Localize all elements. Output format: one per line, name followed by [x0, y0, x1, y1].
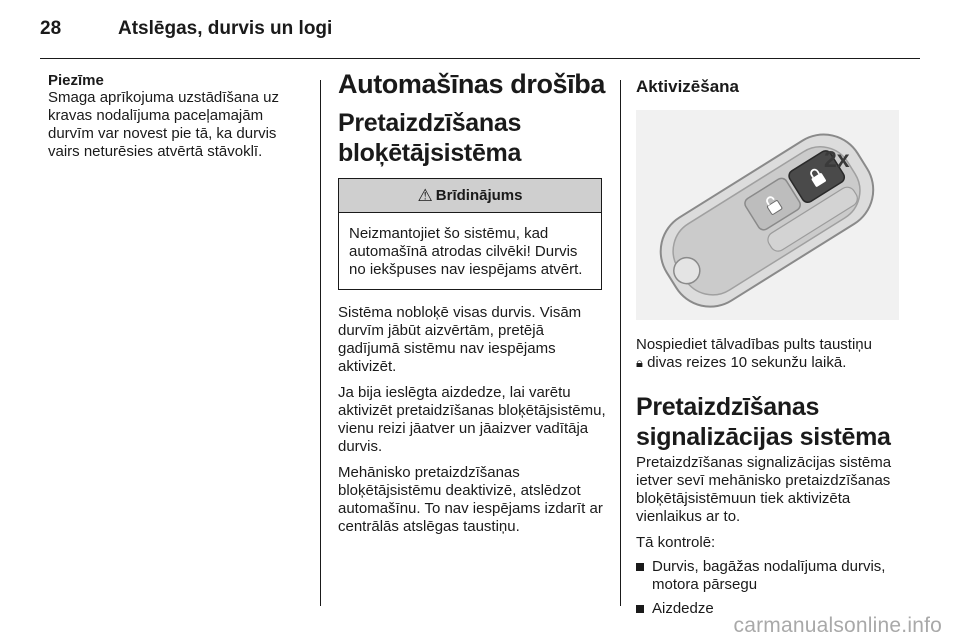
- column-right: [636, 72, 916, 624]
- header-divider: [40, 58, 920, 59]
- list-item-text: Durvis, bagāžas nodalījuma durvis, motora pārsegu: [652, 558, 886, 593]
- page-number: 28: [40, 18, 62, 39]
- monitors-label: Tā kontrolē:: [636, 534, 716, 551]
- note-title: Piezīme: [48, 72, 104, 89]
- press-twice-label: 2x: [824, 146, 850, 172]
- paragraph: Mehānisko pretaizdzīšanas bloķētājsistēmu deaktivizē, atslēdzot automašīnu. To nav iespējams izdarīt ar centrālās atslēgas taustiņu.: [338, 464, 603, 535]
- note-text: Smaga aprīkojuma uzstādīšana uz kravas nodalījuma paceļamajām durvīm var novest pie tā, ka durvis vairs neturēsies atvērtā stāvoklī.: [48, 89, 279, 160]
- column-middle: [338, 69, 606, 536]
- heading-anti-theft-alarm: Pretaizdzīšanas signalizācijas sistēma: [636, 393, 891, 451]
- column-divider-2: [620, 80, 621, 606]
- remote-key-fob-icon: [636, 110, 899, 320]
- bullet-square-icon: [636, 605, 644, 613]
- key-fob-illustration: [636, 110, 899, 320]
- lock-icon: 🔒︎: [636, 355, 643, 370]
- page-header: [0, 0, 960, 60]
- activation-text-before: Nospiediet tālvadības pults taustiņu: [636, 336, 872, 353]
- column-divider-1: [320, 80, 321, 606]
- column-left: [48, 72, 310, 161]
- list-item: [636, 558, 916, 594]
- warning-header: [339, 179, 601, 213]
- paragraph: Ja bija ieslēgta aizdedze, lai varētu aktivizēt pretaidzīšanas bloķētājsistēmu, vienu reizi jāatver un jāaizver vadītāja durvis.: [338, 384, 606, 455]
- alarm-paragraph: Pretaizdzīšanas signalizācijas sistēma ietver sevī mehānisko pretaizdzīšanas bloķētājsistēmuun tiek aktivizēta vienlaikus ar to.: [636, 454, 892, 525]
- subheading-anti-theft-locking: Pretaizdzīšanas bloķētājsistēma: [338, 109, 522, 167]
- watermark: carmanualsonline.info: [733, 614, 942, 637]
- heading-activation: Aktivizēšana: [636, 77, 739, 96]
- warning-box: [338, 178, 602, 290]
- warning-title: Brīdinājums: [435, 187, 523, 204]
- section-heading-vehicle-security: Automašīnas drošība: [338, 69, 605, 99]
- warning-triangle-icon: ⚠: [417, 185, 433, 205]
- warning-text: Neizmantojiet šo sistēmu, kad automašīnā atrodas cilvēki! Durvis no iekšpuses nav iespējams atvērt.: [349, 225, 583, 278]
- bullet-square-icon: [636, 563, 644, 571]
- paragraph: Sistēma nobloķē visas durvis. Visām durvīm jābūt aizvērtām, pretējā gadījumā sistēmu nav iespējams aktivizēt.: [338, 304, 582, 375]
- activation-text-after: divas reizes 10 sekunžu laikā.: [642, 354, 847, 371]
- list-item-text: Aizdedze: [652, 600, 714, 617]
- monitored-items-list: [636, 558, 916, 618]
- chapter-title: Atslēgas, durvis un logi: [118, 18, 333, 39]
- activation-instruction: [636, 336, 916, 372]
